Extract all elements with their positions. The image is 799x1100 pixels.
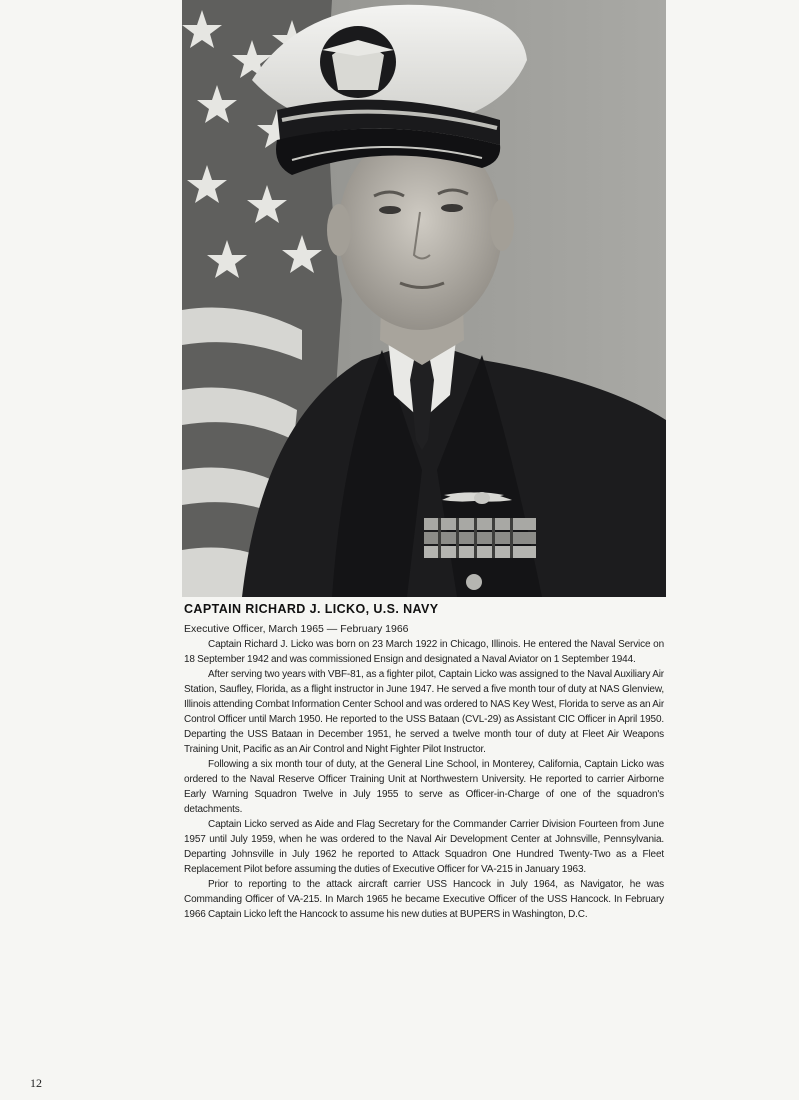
biography-paragraph: Following a six month tour of duty, at the General Line School, in Monterey, California, Captain Licko was ordered to the Naval Reserve Officer Training Unit at Northwestern University. He reported to carrier Airborne Early Warning Squadron Twelve in July 1955 to serve as Officer-in-Charge of one of the squadron's detachments. (184, 759, 664, 815)
uniform-button (466, 574, 482, 590)
biography-paragraph: Captain Licko served as Aide and Flag Secretary for the Commander Carrier Division Fourteen from June 1957 until July 1959, when he was ordered to the Naval Air Development Center at Johnsville, Pennsylvania. Departing Johnsville in July 1962 he reported to Attack Squadron One Hundred Twenty-Two as a Fleet Replacement Pilot before assuming the duties of Executive Officer for VA-215 in January 1963. (184, 819, 664, 875)
ribbon-bars (424, 518, 536, 558)
officer-role: Executive Officer, March 1965 — February 1966 (184, 623, 409, 635)
biography-paragraph: Captain Richard J. Licko was born on 23 March 1922 in Chicago, Illinois. He entered the Naval Service on 18 September 1942 and was commissioned Ensign and designated a Naval Aviator on 1 September 1944. (184, 639, 664, 665)
portrait-illustration (182, 0, 666, 597)
biography-paragraph: Prior to reporting to the attack aircraft carrier USS Hancock in July 1964, as Navigator, he was Commanding Officer of VA-215. In March 1965 he became Executive Officer of the USS Hancock. In February 1966 Captain Licko left the Hancock to assume his new duties at BUPERS in Washington, D.C. (184, 879, 664, 920)
portrait-photo (182, 0, 666, 597)
officer-name: CAPTAIN RICHARD J. LICKO, U.S. NAVY (184, 602, 439, 616)
biography (184, 601, 664, 922)
page-number: 12 (30, 1076, 42, 1090)
biography-paragraph: After serving two years with VBF-81, as a fighter pilot, Captain Licko was assigned to the Naval Auxiliary Air Station, Saufley, Florida, as a flight instructor in June 1947. He served a five month tour of duty at NAS Glenview, Illinois attending Combat Information Center School and was ordered to NAS Key West, Florida to serve as an Air Control Officer until March 1950. He reported to the USS Bataan (CVL-29) as Assistant CIC Officer in April 1950. Departing the USS Bataan in December 1951, he served a twelve month tour of duty at Fleet Air Weapons Training Unit, Pacific as an Air Control and Night Fighter Pilot Instructor. (184, 669, 664, 755)
